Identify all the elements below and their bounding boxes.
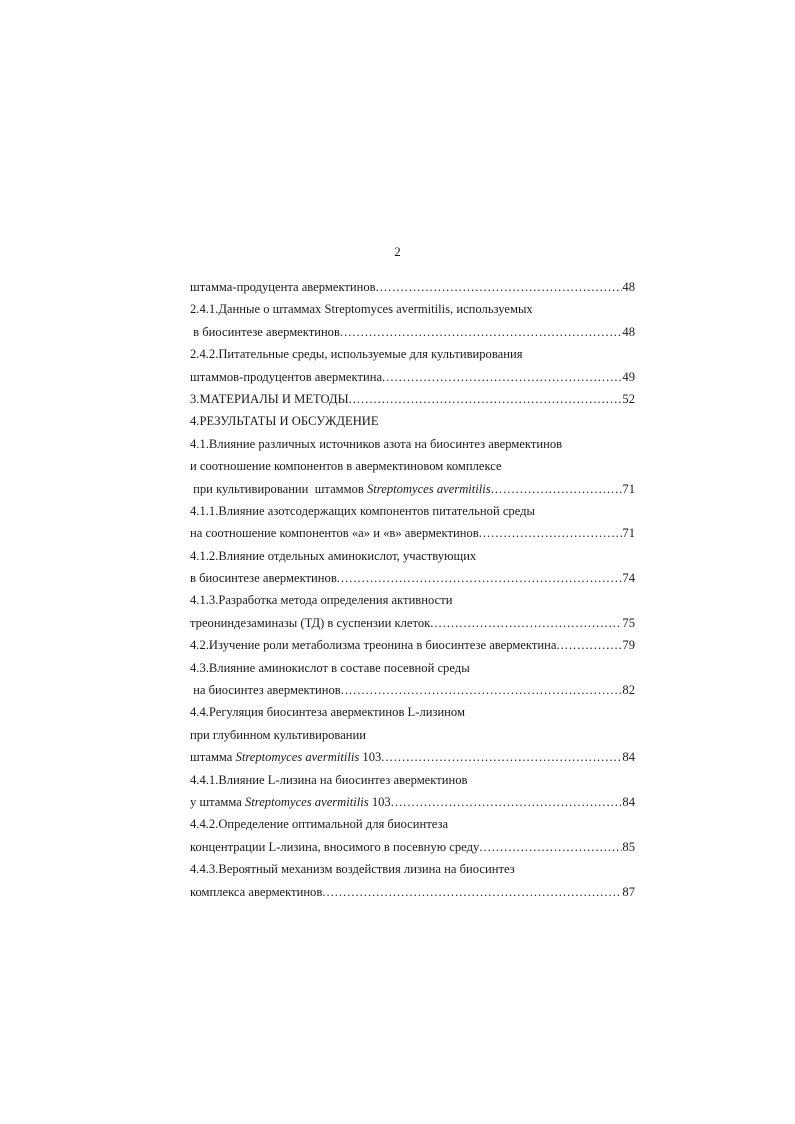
- toc-entry-text: 4.4.Регуляция биосинтеза авермектинов L-лизином: [190, 705, 465, 720]
- toc-entry-page: 75: [622, 615, 635, 630]
- toc-entry-text: и соотношение компонентов в авермектиновом комплексе: [190, 459, 502, 474]
- toc-entry-text: 2.4.1.Данные о штаммах Streptomyces avermitilis, используемых: [190, 302, 533, 317]
- toc-entry: [190, 321, 635, 343]
- toc-entry-title: [190, 881, 322, 903]
- toc-entry-page: 82: [622, 683, 635, 698]
- toc-leader-dots: [376, 276, 623, 298]
- toc-entry-title: [190, 746, 381, 768]
- toc-entry: [190, 545, 635, 567]
- toc-entry-title: [190, 478, 491, 500]
- toc-entry-text: 4.4.3.Вероятный механизм воздействия лизина на биосинтез: [190, 862, 515, 877]
- toc-entry-text: штаммов-продуцентов авермектина: [190, 369, 383, 384]
- toc-entry-title: [190, 459, 502, 473]
- toc-entry-text: 4.1.3.Разработка метода определения активности: [190, 593, 453, 608]
- toc-entry: [190, 298, 635, 320]
- toc-entry: [190, 881, 635, 903]
- toc-leader-dots: [340, 321, 622, 343]
- toc-entry-text: комплекса авермектинов: [190, 884, 323, 899]
- toc-entry-text: 4.3.Влияние аминокислот в составе посевной среды: [190, 660, 470, 675]
- toc-entry-text: 4.1.1.Влияние азотсодержащих компонентов питательной среды: [190, 503, 536, 518]
- toc-entry-text: на соотношение компонентов «а» и «в» авермектинов: [190, 526, 479, 541]
- toc-entry-text: 4.4.2.Определение оптимальной для биосинтеза: [190, 817, 449, 832]
- toc-entry-title: [190, 414, 379, 428]
- toc-entry: [190, 769, 635, 791]
- toc-entry-title: [190, 817, 448, 831]
- toc-entry-text: при глубинном культивировании: [190, 727, 367, 742]
- toc-entry-text: штамма-продуцента авермектинов: [190, 280, 376, 294]
- toc-entry: [190, 366, 635, 388]
- toc-entry: [190, 746, 635, 768]
- toc-entry: [190, 612, 635, 634]
- page-number: 2: [394, 244, 401, 259]
- toc-leader-dots: [391, 791, 623, 813]
- toc-entry: [190, 343, 635, 365]
- toc-entry-title: [190, 593, 452, 607]
- toc-entry: [190, 589, 635, 611]
- toc-entry-page: 85: [622, 839, 635, 854]
- toc-entry-title: [190, 791, 391, 813]
- toc-entry-page: 71: [622, 526, 635, 541]
- toc-leader-dots: [479, 522, 623, 544]
- toc-entry: [190, 388, 635, 410]
- toc-entry-text: у штамма: [190, 794, 245, 809]
- toc-entry-text: 4.4.1.Влияние L-лизина на биосинтез авермектинов: [190, 772, 468, 787]
- toc-entry-title: [190, 347, 523, 361]
- toc-leader-dots: [382, 366, 622, 388]
- toc-entry-title: [190, 437, 562, 451]
- toc-entry: [190, 455, 635, 477]
- toc-entry-text: 4.1.2.Влияние отдельных аминокислот, участвующих: [190, 548, 477, 563]
- toc-entry-species: Streptomyces avermitilis: [235, 750, 360, 765]
- toc-entry-page: 84: [622, 750, 635, 765]
- toc-entry-title: [190, 862, 515, 876]
- toc-entry-species: Streptomyces avermitilis: [367, 481, 491, 496]
- toc-entry-title: [190, 836, 479, 858]
- toc-leader-dots: [341, 679, 623, 701]
- toc-entry-suffix: 103: [359, 750, 382, 765]
- toc-leader-dots: [430, 612, 622, 634]
- toc-entry-text: 3.МАТЕРИАЛЫ И МЕТОДЫ: [190, 391, 349, 406]
- toc-entry-text: 4.1.Влияние различных источников азота на биосинтез авермектинов: [190, 436, 563, 451]
- toc-entry: [190, 679, 635, 701]
- toc-entry: [190, 724, 635, 746]
- toc-entry-text: концентрации L-лизина, вносимого в посевную среду: [190, 839, 480, 854]
- toc-entry-title: [190, 634, 556, 656]
- toc-entry-text: при культивировании штаммов: [190, 481, 367, 496]
- toc-entry: [190, 433, 635, 455]
- toc-entry-title: [190, 321, 340, 343]
- toc-entry-text: 4.РЕЗУЛЬТАТЫ И ОБСУЖДЕНИЕ: [190, 414, 379, 429]
- toc-entry: [190, 410, 635, 432]
- toc-entry: [190, 836, 635, 858]
- toc-leader-dots: [381, 746, 622, 768]
- toc-entry: [190, 500, 635, 522]
- toc-entry-title: [190, 567, 337, 589]
- toc-entry: [190, 567, 635, 589]
- toc-entry-page: 49: [622, 369, 635, 384]
- toc-leader-dots: [479, 836, 622, 858]
- toc-leader-dots: [556, 634, 622, 656]
- toc-entry-title: [190, 705, 465, 719]
- toc-entry-page: 48: [622, 280, 635, 294]
- toc-entry: [190, 657, 635, 679]
- toc-leader-dots: [337, 567, 623, 589]
- toc-entry-text: в биосинтезе авермектинов: [190, 324, 340, 339]
- toc-entry: [190, 701, 635, 723]
- toc-entry-text: 4.2.Изучение роли метаболизма треонина в биосинтезе авермектина: [190, 638, 557, 653]
- toc-entry-suffix: 103: [368, 794, 391, 809]
- toc-entry: [190, 478, 635, 500]
- table-of-contents: [190, 276, 635, 903]
- toc-entry-title: [190, 679, 341, 701]
- toc-entry: [190, 813, 635, 835]
- toc-entry: [190, 276, 635, 298]
- toc-leader-dots: [491, 478, 623, 500]
- toc-entry-text: 2.4.2.Питательные среды, используемые для культивирования: [190, 347, 523, 362]
- toc-entry-text: на биосинтез авермектинов: [190, 683, 341, 698]
- toc-entry-text: треониндезаминазы (ТД) в суспензии клеток: [190, 615, 431, 630]
- toc-entry-title: [190, 388, 349, 410]
- toc-entry-title: [190, 728, 366, 742]
- toc-entry: [190, 522, 635, 544]
- toc-entry-text: в биосинтезе авермектинов: [190, 571, 337, 586]
- toc-entry-text: штамма: [190, 750, 236, 765]
- toc-entry-title: [190, 549, 476, 563]
- toc-entry-title: [190, 612, 430, 634]
- toc-entry-title: [190, 522, 479, 544]
- toc-entry-page: 48: [622, 324, 635, 339]
- toc-entry-species: Streptomyces avermitilis: [244, 794, 369, 809]
- toc-entry-page: 79: [622, 638, 635, 653]
- toc-entry-page: 74: [622, 571, 635, 586]
- toc-entry: [190, 791, 635, 813]
- toc-entry-page: 84: [622, 794, 635, 809]
- toc-leader-dots: [349, 388, 623, 410]
- toc-entry-title: [190, 302, 533, 316]
- toc-leader-dots: [322, 881, 622, 903]
- toc-entry-title: [190, 773, 467, 787]
- toc-entry-title: [190, 661, 470, 675]
- toc-entry-title: [190, 276, 376, 298]
- toc-entry-page: 52: [622, 391, 635, 406]
- toc-entry: [190, 858, 635, 880]
- toc-entry: [190, 634, 635, 656]
- toc-entry-title: [190, 504, 535, 518]
- toc-entry-title: [190, 366, 382, 388]
- toc-entry-page: 71: [622, 481, 635, 496]
- toc-entry-page: 87: [622, 884, 635, 899]
